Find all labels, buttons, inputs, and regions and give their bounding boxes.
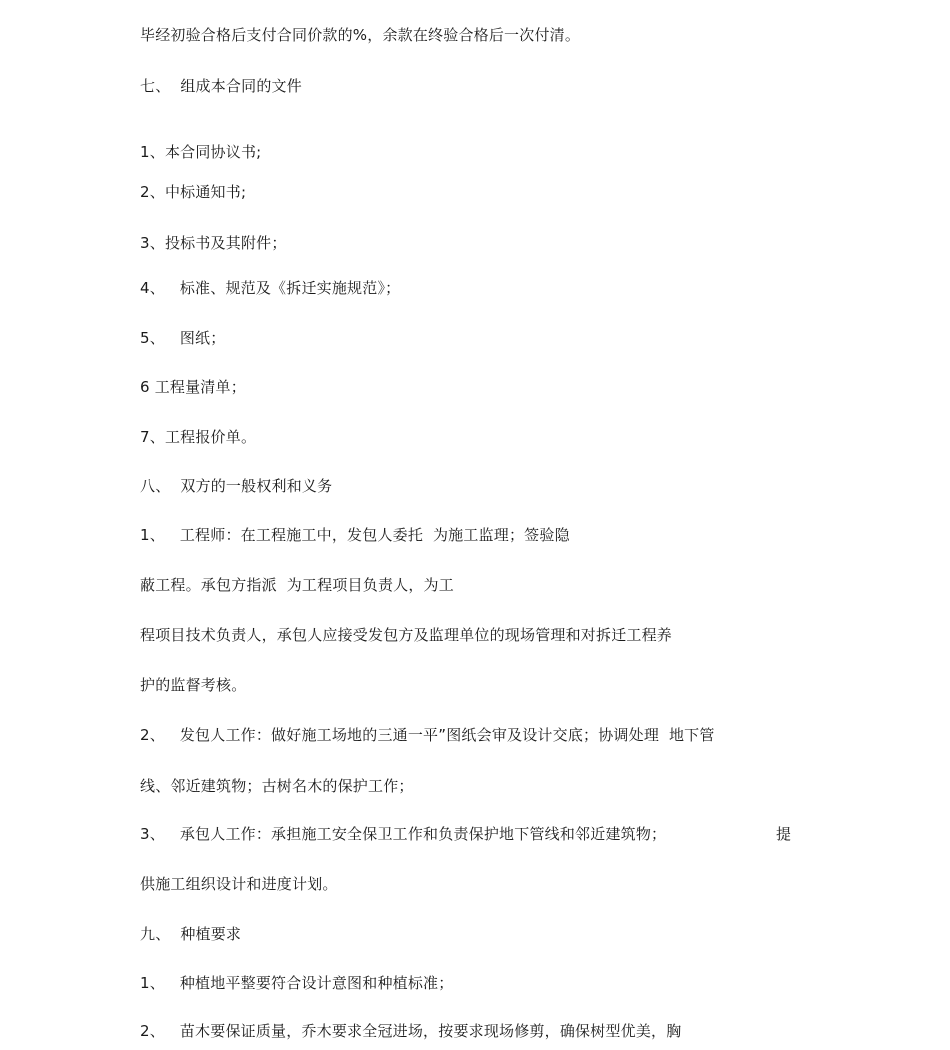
paragraph-line: 线、邻近建筑物；古树名木的保护工作； bbox=[140, 777, 414, 795]
list-item: 1、本合同协议书; bbox=[140, 143, 262, 161]
paragraph-line: 2、 发包人工作：做好施工场地的三通一平”图纸会审及设计交底；协调处理 地下管 bbox=[140, 726, 715, 744]
list-item: 3、投标书及其附件； bbox=[140, 234, 287, 252]
section-9-heading: 九、 种植要求 bbox=[140, 925, 242, 943]
paragraph-line: 供施工组织设计和进度计划。 bbox=[140, 875, 338, 893]
paragraph-line: 蔽工程。承包方指派 为工程项目负责人，为工 bbox=[140, 576, 454, 594]
section-8-heading: 八、 双方的一般权利和义务 bbox=[140, 477, 333, 495]
payment-text-line: 毕经初验合格后支付合同价款的%，余款在终验合格后一次付清。 bbox=[140, 26, 581, 44]
paragraph-line: 程项目技术负责人，承包人应接受发包方及监理单位的现场管理和对拆迁工程养 bbox=[140, 626, 673, 644]
paragraph-line: 护的监督考核。 bbox=[140, 676, 247, 694]
list-item: 7、工程报价单。 bbox=[140, 428, 257, 446]
paragraph-line: 2、 苗木要保证质量，乔木要求全冠进场，按要求现场修剪，确保树型优美，胸 bbox=[140, 1022, 682, 1040]
line-trailing-char: 提 bbox=[776, 825, 792, 843]
paragraph-line: 3、 承包人工作：承担施工安全保卫工作和负责保护地下管线和邻近建筑物； bbox=[140, 825, 667, 843]
list-item: 6 工程量清单； bbox=[140, 378, 246, 396]
section-7-heading: 七、 组成本合同的文件 bbox=[140, 77, 302, 95]
list-item: 5、 图纸； bbox=[140, 329, 226, 347]
list-item: 4、 标准、规范及《拆迁实施规范》； bbox=[140, 279, 401, 297]
paragraph-line: 1、 工程师：在工程施工中，发包人委托 为施工监理；签验隐 bbox=[140, 526, 570, 544]
paragraph-line: 1、 种植地平整要符合设计意图和种植标准； bbox=[140, 974, 454, 992]
list-item: 2、中标通知书; bbox=[140, 183, 247, 201]
